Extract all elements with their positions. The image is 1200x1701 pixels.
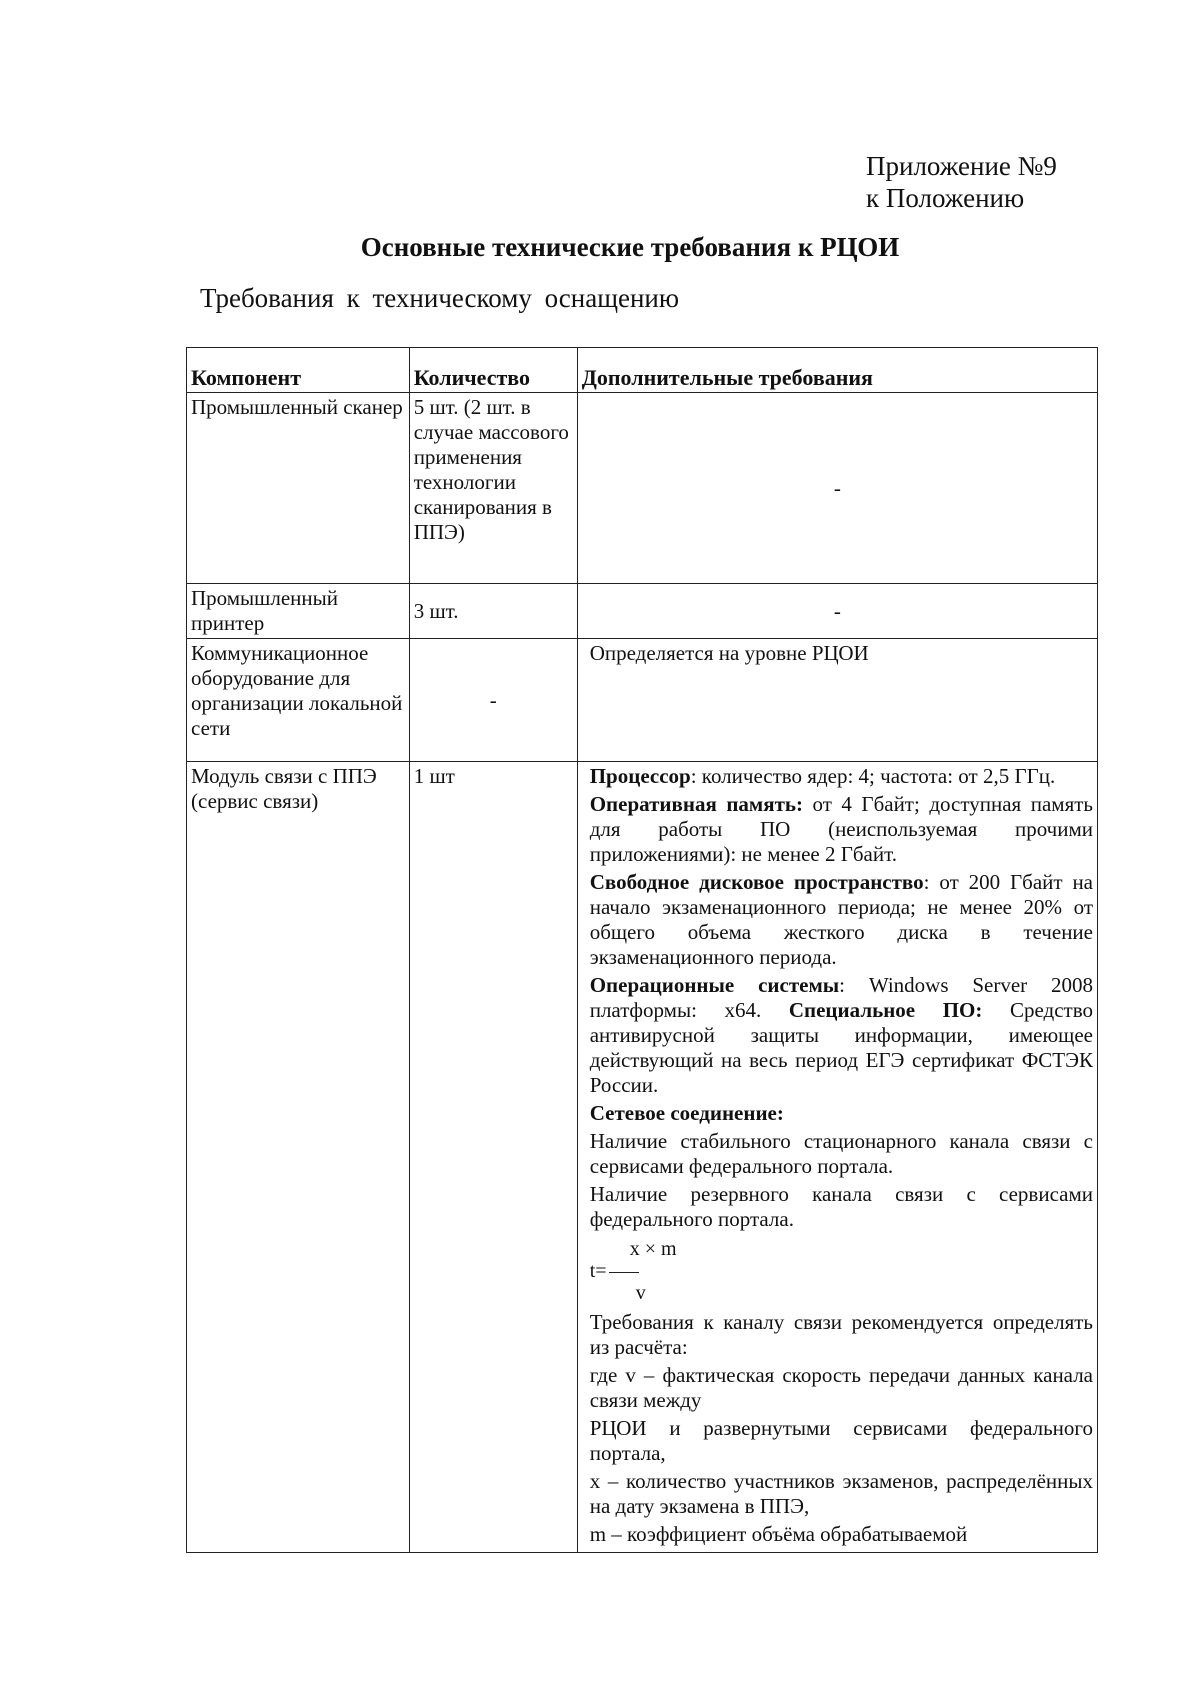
formula-line: t= (590, 1260, 1093, 1282)
calc-v: где v – фактическая скорость передачи данных канала связи между (589, 1363, 1093, 1412)
appendix-number: Приложение №9 (866, 151, 1057, 181)
table-row (187, 762, 1098, 1553)
cell-component: Коммуникационное оборудование для организации локальной сети (187, 639, 410, 762)
cell-requirements (577, 762, 1097, 1553)
cell-component: Модуль связи с ППЭ (сервис связи) (187, 762, 410, 1553)
cell-quantity: 5 шт. (2 шт. в случае массового применения технологии сканирования в ППЭ) (409, 393, 577, 584)
spec-cpu: Процессор: количество ядер: 4; частота: от 2,5 ГГц. (589, 764, 1056, 788)
calc-v-cont: РЦОИ и развернутыми сервисами федерального портала, (589, 1416, 1093, 1465)
cell-requirements: Определяется на уровне РЦОИ (577, 639, 1097, 762)
calc-m: m – коэффициент объёма обрабатываемой (589, 1522, 968, 1546)
table-row (187, 639, 1098, 762)
appendix-reference: к Положению (866, 183, 1025, 213)
spec-network-label: Сетевое соединение: (589, 1101, 784, 1125)
cell-quantity: - (409, 639, 577, 762)
header-quantity: Количество (409, 348, 577, 393)
cell-requirements: - (577, 584, 1097, 639)
table-row (187, 393, 1098, 584)
header-requirements: Дополнительные требования (577, 348, 1097, 393)
calc-x: x – количество участников экзаменов, распределённых на дату экзамена в ППЭ, (589, 1469, 1093, 1518)
formula-denominator: v (635, 1282, 646, 1304)
cell-requirements: - (577, 393, 1097, 584)
spec-disk: Свободное дисковое пространство: от 200 Гбайт на начало экзаменационного периода; не менее 20% от общего объема жесткого диска в течение экзаменационного периода. (589, 870, 1094, 969)
spec-os: Операционные системы: Windows Server 2008 платформы: x64. Специальное ПО: Средство антивирусной защиты информации, имеющее действующий на весь период ЕГЭ сертификат ФСТЭК России. (589, 973, 1093, 1097)
cell-quantity: 3 шт. (409, 584, 577, 639)
cell-component: Промышленный сканер (187, 393, 410, 584)
appendix-header (866, 150, 1057, 214)
cell-component: Промышленный принтер (187, 584, 410, 639)
page-title: Основные технические требования к РЦОИ (360, 232, 900, 262)
header-component: Компонент (187, 348, 410, 393)
calc-intro: Требования к каналу связи рекомендуется определять из расчёта: (589, 1310, 1093, 1359)
table-header-row (187, 348, 1098, 393)
requirements-table (186, 347, 1098, 1553)
spec-network-main: Наличие стабильного стационарного канала связи с сервисами федерального портала. (589, 1129, 1093, 1178)
bandwidth-formula (590, 1238, 1093, 1304)
table-row (187, 584, 1098, 639)
section-subtitle: Требования к техническому оснащению (200, 283, 680, 313)
spec-network-backup: Наличие резервного канала связи с сервисами федерального портала. (589, 1182, 1093, 1231)
spec-ram: Оперативная память: от 4 Гбайт; доступная память для работы ПО (неиспользуемая прочими приложениями): не менее 2 Гбайт. (589, 792, 1093, 866)
formula-numerator: x × m (629, 1238, 677, 1260)
cell-quantity: 1 шт (409, 762, 577, 1553)
